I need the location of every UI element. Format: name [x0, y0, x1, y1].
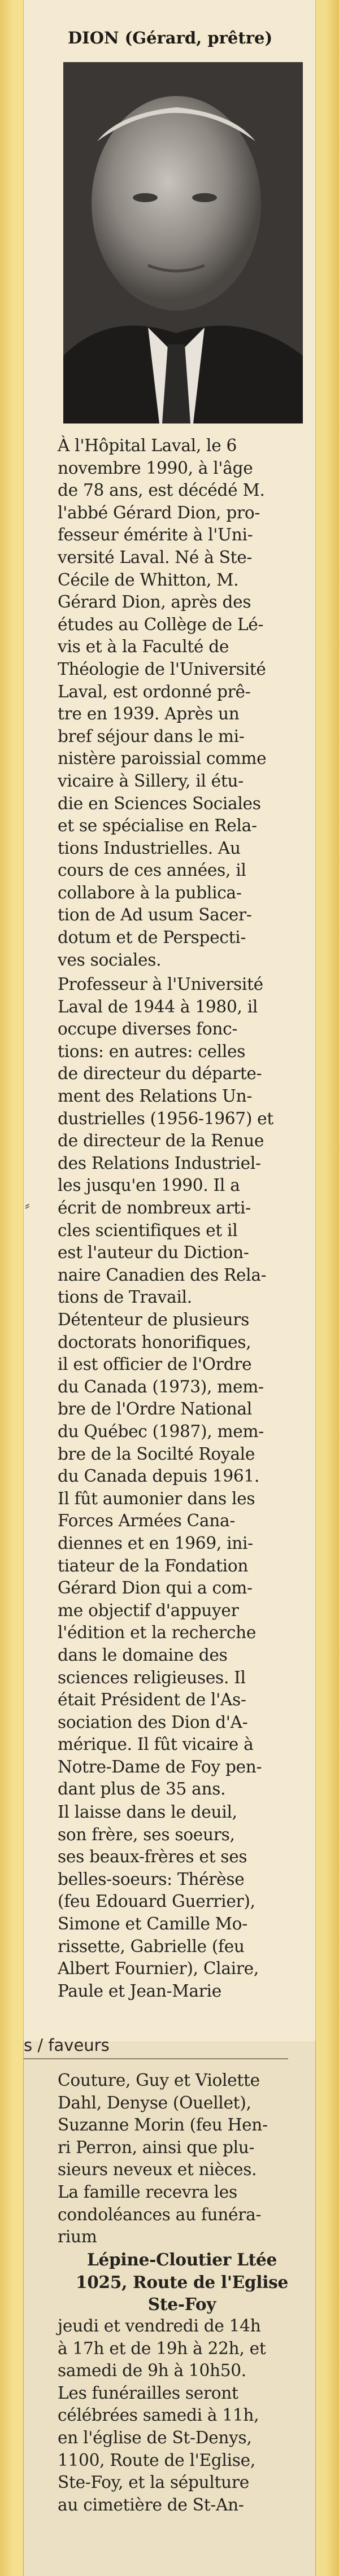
text-line: versité Laval. Né à Ste- [58, 547, 253, 567]
text-line: me objectif d'appuyer [58, 1600, 239, 1620]
text-line: jeudi et vendredi de 14h [58, 2316, 261, 2335]
text-line: du Canada (1973), mem- [58, 1377, 264, 1396]
text-line: naire Canadien des Rela- [58, 1265, 267, 1285]
text-line: Couture, Guy et Violette [58, 2071, 260, 2090]
text-line: tiateur de la Fondation [58, 1556, 249, 1575]
text-line: tions: en autres: celles [58, 1041, 246, 1061]
margin-mark: ⸗ [25, 1197, 30, 1214]
text-line: Dahl, Denyse (Ouellet), [58, 2093, 251, 2112]
text-line: est l'auteur du Diction- [58, 1243, 249, 1263]
text-line: et se spécialise en Rela- [58, 816, 257, 836]
text-line: il est officier de l'Ordre [58, 1355, 252, 1374]
text-line: du Québec (1987), mem- [58, 1421, 264, 1441]
obituary-paragraph-2 [58, 973, 306, 1309]
text-line: ment des Relations Un- [58, 1086, 253, 1106]
portrait-photo [63, 62, 303, 423]
text-line: les jusqu'en 1990. Il a [58, 1176, 240, 1195]
text-line: bre de la Socilté Royale [58, 1444, 255, 1464]
text-line: Forces Armées Cana- [58, 1511, 236, 1531]
obituary-paragraph-5 [58, 2069, 306, 2248]
text-line: tions de Travail. [58, 1287, 192, 1307]
text-line: vis et à la Faculté de [58, 637, 229, 657]
text-line: novembre 1990, à l'âge [58, 458, 253, 478]
text-line: 1100, Route de l'Eglise, [58, 2450, 255, 2470]
text-line: Théologie de l'Université [58, 659, 266, 679]
text-line: ves sociales. [58, 950, 162, 970]
text-line: tre en 1939. Après un [58, 704, 240, 724]
text-line: (feu Edouard Guerrier), [58, 1892, 255, 1911]
text-line: bref séjour dans le mi- [58, 726, 245, 746]
text-line: Albert Fournier), Claire, [58, 1959, 259, 1979]
text-line: en l'église de St-Denys, [58, 2427, 252, 2447]
text-line: ses beaux-frères et ses [58, 1847, 247, 1867]
text-line: Laval, est ordonné prê- [58, 682, 251, 701]
text-line: die en Sciences Sociales [58, 793, 261, 813]
text-line: Laval de 1944 à 1980, il [58, 997, 258, 1016]
text-line: tion de Ad usum Sacer- [58, 905, 252, 925]
text-line: bre de l'Ordre National [58, 1399, 252, 1419]
text-line: sociation des Dion d'A- [58, 1712, 248, 1732]
text-line: samedi de 9h à 10h50. [58, 2361, 246, 2381]
text-line: dustrielles (1956-1967) et [58, 1108, 273, 1128]
text-line: Les funérailles seront [58, 2383, 238, 2403]
text-line: Suzanne Morin (feu Hen- [58, 2115, 268, 2135]
text-line: Détenteur de plusieurs [58, 1310, 250, 1329]
text-line: Il fût aumonier dans les [58, 1488, 255, 1508]
text-line: était Président de l'As- [58, 1690, 246, 1710]
text-line: des Relations Industriel- [58, 1153, 261, 1173]
text-line: célébrées samedi à 11h, [58, 2405, 259, 2425]
text-line: Cécile de Whitton, M. [58, 570, 239, 590]
text-line: La famille recevra les [58, 2182, 237, 2202]
text-line: doctorats honorifiques, [58, 1332, 251, 1352]
faveurs-label: s / faveurs [24, 2036, 110, 2055]
text-line: l'abbé Gérard Dion, pro- [58, 503, 260, 522]
text-line: de directeur du départe- [58, 1064, 262, 1084]
obituary-paragraph-1 [58, 435, 306, 971]
text-line: Notre-Dame de Foy pen- [58, 1757, 262, 1776]
text-line: vicaire à Sillery, il étu- [58, 771, 244, 791]
text-line: l'édition et la recherche [58, 1623, 257, 1643]
portrait-image [63, 62, 303, 423]
text-line: condoléances au funéra- [58, 2204, 262, 2224]
text-line: Professeur à l'Université [58, 975, 263, 994]
text-line: Ste-Foy [147, 2294, 216, 2315]
text-line: dotum et de Perspecti- [58, 928, 246, 948]
text-line: dant plus de 35 ans. [58, 1779, 226, 1799]
obituary-paragraph-4 [58, 1801, 306, 2002]
text-line: ri Perron, ainsi que plu- [58, 2137, 255, 2157]
text-line: belles-soeurs: Thérèse [58, 1869, 245, 1889]
text-line: Lépine-Cloutier Ltée [86, 2250, 277, 2269]
text-line: fesseur émérite à l'Uni- [58, 525, 253, 545]
text-line: occupe diverses fonc- [58, 1019, 238, 1039]
obituary-paragraph-3 [58, 1309, 306, 1801]
text-line: collabore à la publica- [58, 883, 242, 902]
text-line: diennes et en 1969, ini- [58, 1533, 253, 1553]
text-line: mérique. Il fût vicaire à [58, 1735, 254, 1754]
text-line: du Canada depuis 1961. [58, 1466, 260, 1486]
text-line: son frère, ses soeurs, [58, 1824, 235, 1844]
text-line: rissette, Gabrielle (feu [58, 1936, 245, 1956]
text-line: nistère paroissial comme [58, 749, 267, 769]
obituary-paragraph-6 [58, 2315, 306, 2516]
text-line: cles scientifiques et il [58, 1220, 238, 1240]
text-line: études au Collège de Lé- [58, 614, 264, 634]
funeral-home-address [58, 2248, 306, 2316]
text-line: Gérard Dion qui a com- [58, 1578, 253, 1598]
text-line: sieurs neveux et nièces. [58, 2160, 257, 2180]
text-line: rium [58, 2227, 97, 2247]
obituary-heading: DION (Gérard, prêtre) [68, 28, 273, 47]
text-line: de 78 ans, est décédé M. [58, 481, 265, 500]
text-line: tions Industrielles. Au [58, 838, 241, 858]
text-line: À l'Hôpital Laval, le 6 [58, 436, 237, 455]
text-line: sciences religieuses. Il [58, 1667, 246, 1687]
text-line: Simone et Camille Mo- [58, 1914, 247, 1933]
text-line: 1025, Route de l'Eglise [75, 2272, 289, 2292]
text-line: cours de ces années, il [58, 861, 246, 880]
text-line: Il laisse dans le deuil, [58, 1802, 237, 1822]
text-line: au cimetière de St-An- [58, 2495, 244, 2514]
text-line: Ste-Foy, et la sépulture [58, 2473, 249, 2492]
text-line: Gérard Dion, après des [58, 592, 251, 612]
text-line: dans le domaine des [58, 1645, 228, 1665]
text-line: Paule et Jean-Marie [58, 1981, 221, 2001]
divider-rule [24, 2058, 288, 2059]
text-line: de directeur de la Renue [58, 1131, 264, 1151]
text-line: écrit de nombreux arti- [58, 1198, 251, 1217]
text-line: à 17h et de 19h à 22h, et [58, 2338, 266, 2358]
